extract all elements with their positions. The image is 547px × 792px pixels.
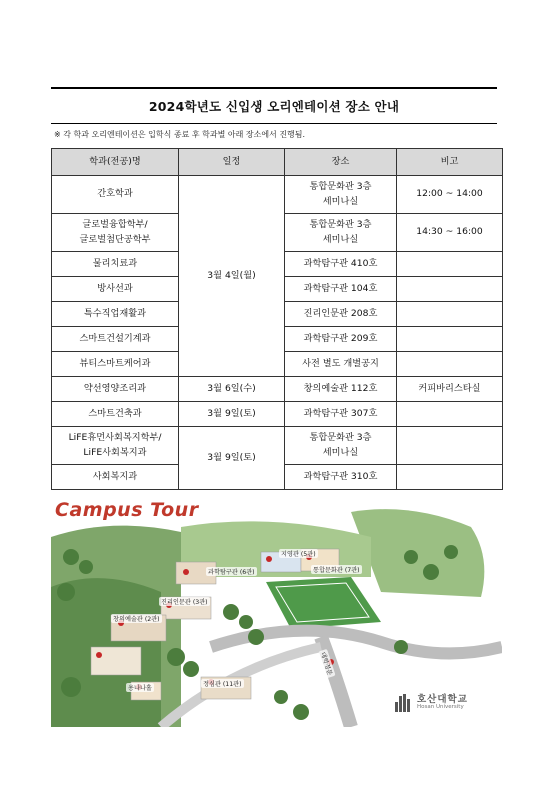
place-cell: 진리인문관 208호 (285, 302, 397, 327)
dept-cell: 물리치료과 (52, 252, 179, 277)
place-cell: 과학탐구관 307호 (285, 402, 397, 427)
remark-cell (397, 465, 503, 490)
remark-cell (397, 427, 503, 465)
table-row (52, 402, 503, 427)
place-cell: 과학탐구관 104호 (285, 277, 397, 302)
dept-cell: 방사선과 (52, 277, 179, 302)
remark-cell (397, 402, 503, 427)
label-dorm: 정심관 (11관) (203, 681, 242, 688)
table-row (52, 427, 503, 465)
notice-text: ※ 각 학과 오리엔테이션은 입학식 종료 후 학과별 아래 장소에서 진행됨. (54, 130, 306, 139)
dept-cell: 글로벌융합학부/ 글로벌첨단공학부 (52, 214, 179, 252)
label-science-hall: 과학탐구관 (6관) (208, 569, 255, 576)
label-art-hall: 창의예술관 (2관) (113, 616, 160, 623)
dept-cell: 특수직업재활과 (52, 302, 179, 327)
place-cell: 창의예술관 112호 (285, 377, 397, 402)
place-cell: 사전 별도 개별공지 (285, 352, 397, 377)
header-place: 장소 (285, 149, 397, 176)
campus-map-illustration (51, 497, 502, 727)
page-title: 2024학년도 신입생 오리엔테이션 장소 안내 (148, 99, 400, 114)
label-jiyoung-hall: 지영관 (5관) (281, 551, 316, 558)
remark-cell: 14:30 ~ 16:00 (397, 214, 503, 252)
place-cell: 과학탐구관 209호 (285, 327, 397, 352)
campus-map (51, 497, 502, 727)
logo-english-name: Hosan University (417, 704, 464, 711)
date-cell: 3월 4일(월) (179, 176, 285, 377)
table-row (52, 176, 503, 214)
remark-cell (397, 327, 503, 352)
place-cell: 과학탐구관 410호 (285, 252, 397, 277)
university-logo (395, 694, 468, 712)
label-culture-hall: 통합문화관 (7관) (313, 567, 360, 574)
table-header-row (52, 149, 503, 176)
date-cell: 3월 6일(수) (179, 377, 285, 402)
dept-cell: 약선영양조리과 (52, 377, 179, 402)
logo-korean-name: 호산대학교 (417, 694, 468, 706)
dept-cell: 스마트건설기계과 (52, 327, 179, 352)
header-dept: 학과(전공)명 (52, 149, 179, 176)
place-cell: 통합문화관 3층 세미나실 (285, 176, 397, 214)
remark-cell: 12:00 ~ 14:00 (397, 176, 503, 214)
dept-cell: 뷰티스마트케어과 (52, 352, 179, 377)
dept-cell: 스마트건축과 (52, 402, 179, 427)
place-cell: 통합문화관 3층 세미나실 (285, 427, 397, 465)
remark-cell (397, 302, 503, 327)
date-cell: 3월 9일(토) (179, 427, 285, 490)
header-remark: 비고 (397, 149, 503, 176)
place-cell: 과학탐구관 310호 (285, 465, 397, 490)
dept-cell: 사회복지과 (52, 465, 179, 490)
schedule-table (51, 148, 503, 490)
campus-tour-title: Campus Tour (55, 499, 199, 521)
table-row (52, 377, 503, 402)
place-cell: 통합문화관 3층 세미나실 (285, 214, 397, 252)
title-box (51, 87, 497, 124)
label-hall: 용나나홀 (128, 685, 152, 692)
label-truth-hall: 진리인문관 (3관) (161, 599, 208, 606)
header-date: 일정 (179, 149, 285, 176)
dept-cell: LiFE휴먼사회복지학부/ LiFE사회복지과 (52, 427, 179, 465)
remark-cell (397, 352, 503, 377)
remark-cell (397, 277, 503, 302)
label-main-gate: 대학정문 (318, 649, 335, 678)
dept-cell: 간호학과 (52, 176, 179, 214)
remark-cell: 커피바리스타실 (397, 377, 503, 402)
date-cell: 3월 9일(토) (179, 402, 285, 427)
remark-cell (397, 252, 503, 277)
university-emblem-icon (395, 694, 413, 712)
